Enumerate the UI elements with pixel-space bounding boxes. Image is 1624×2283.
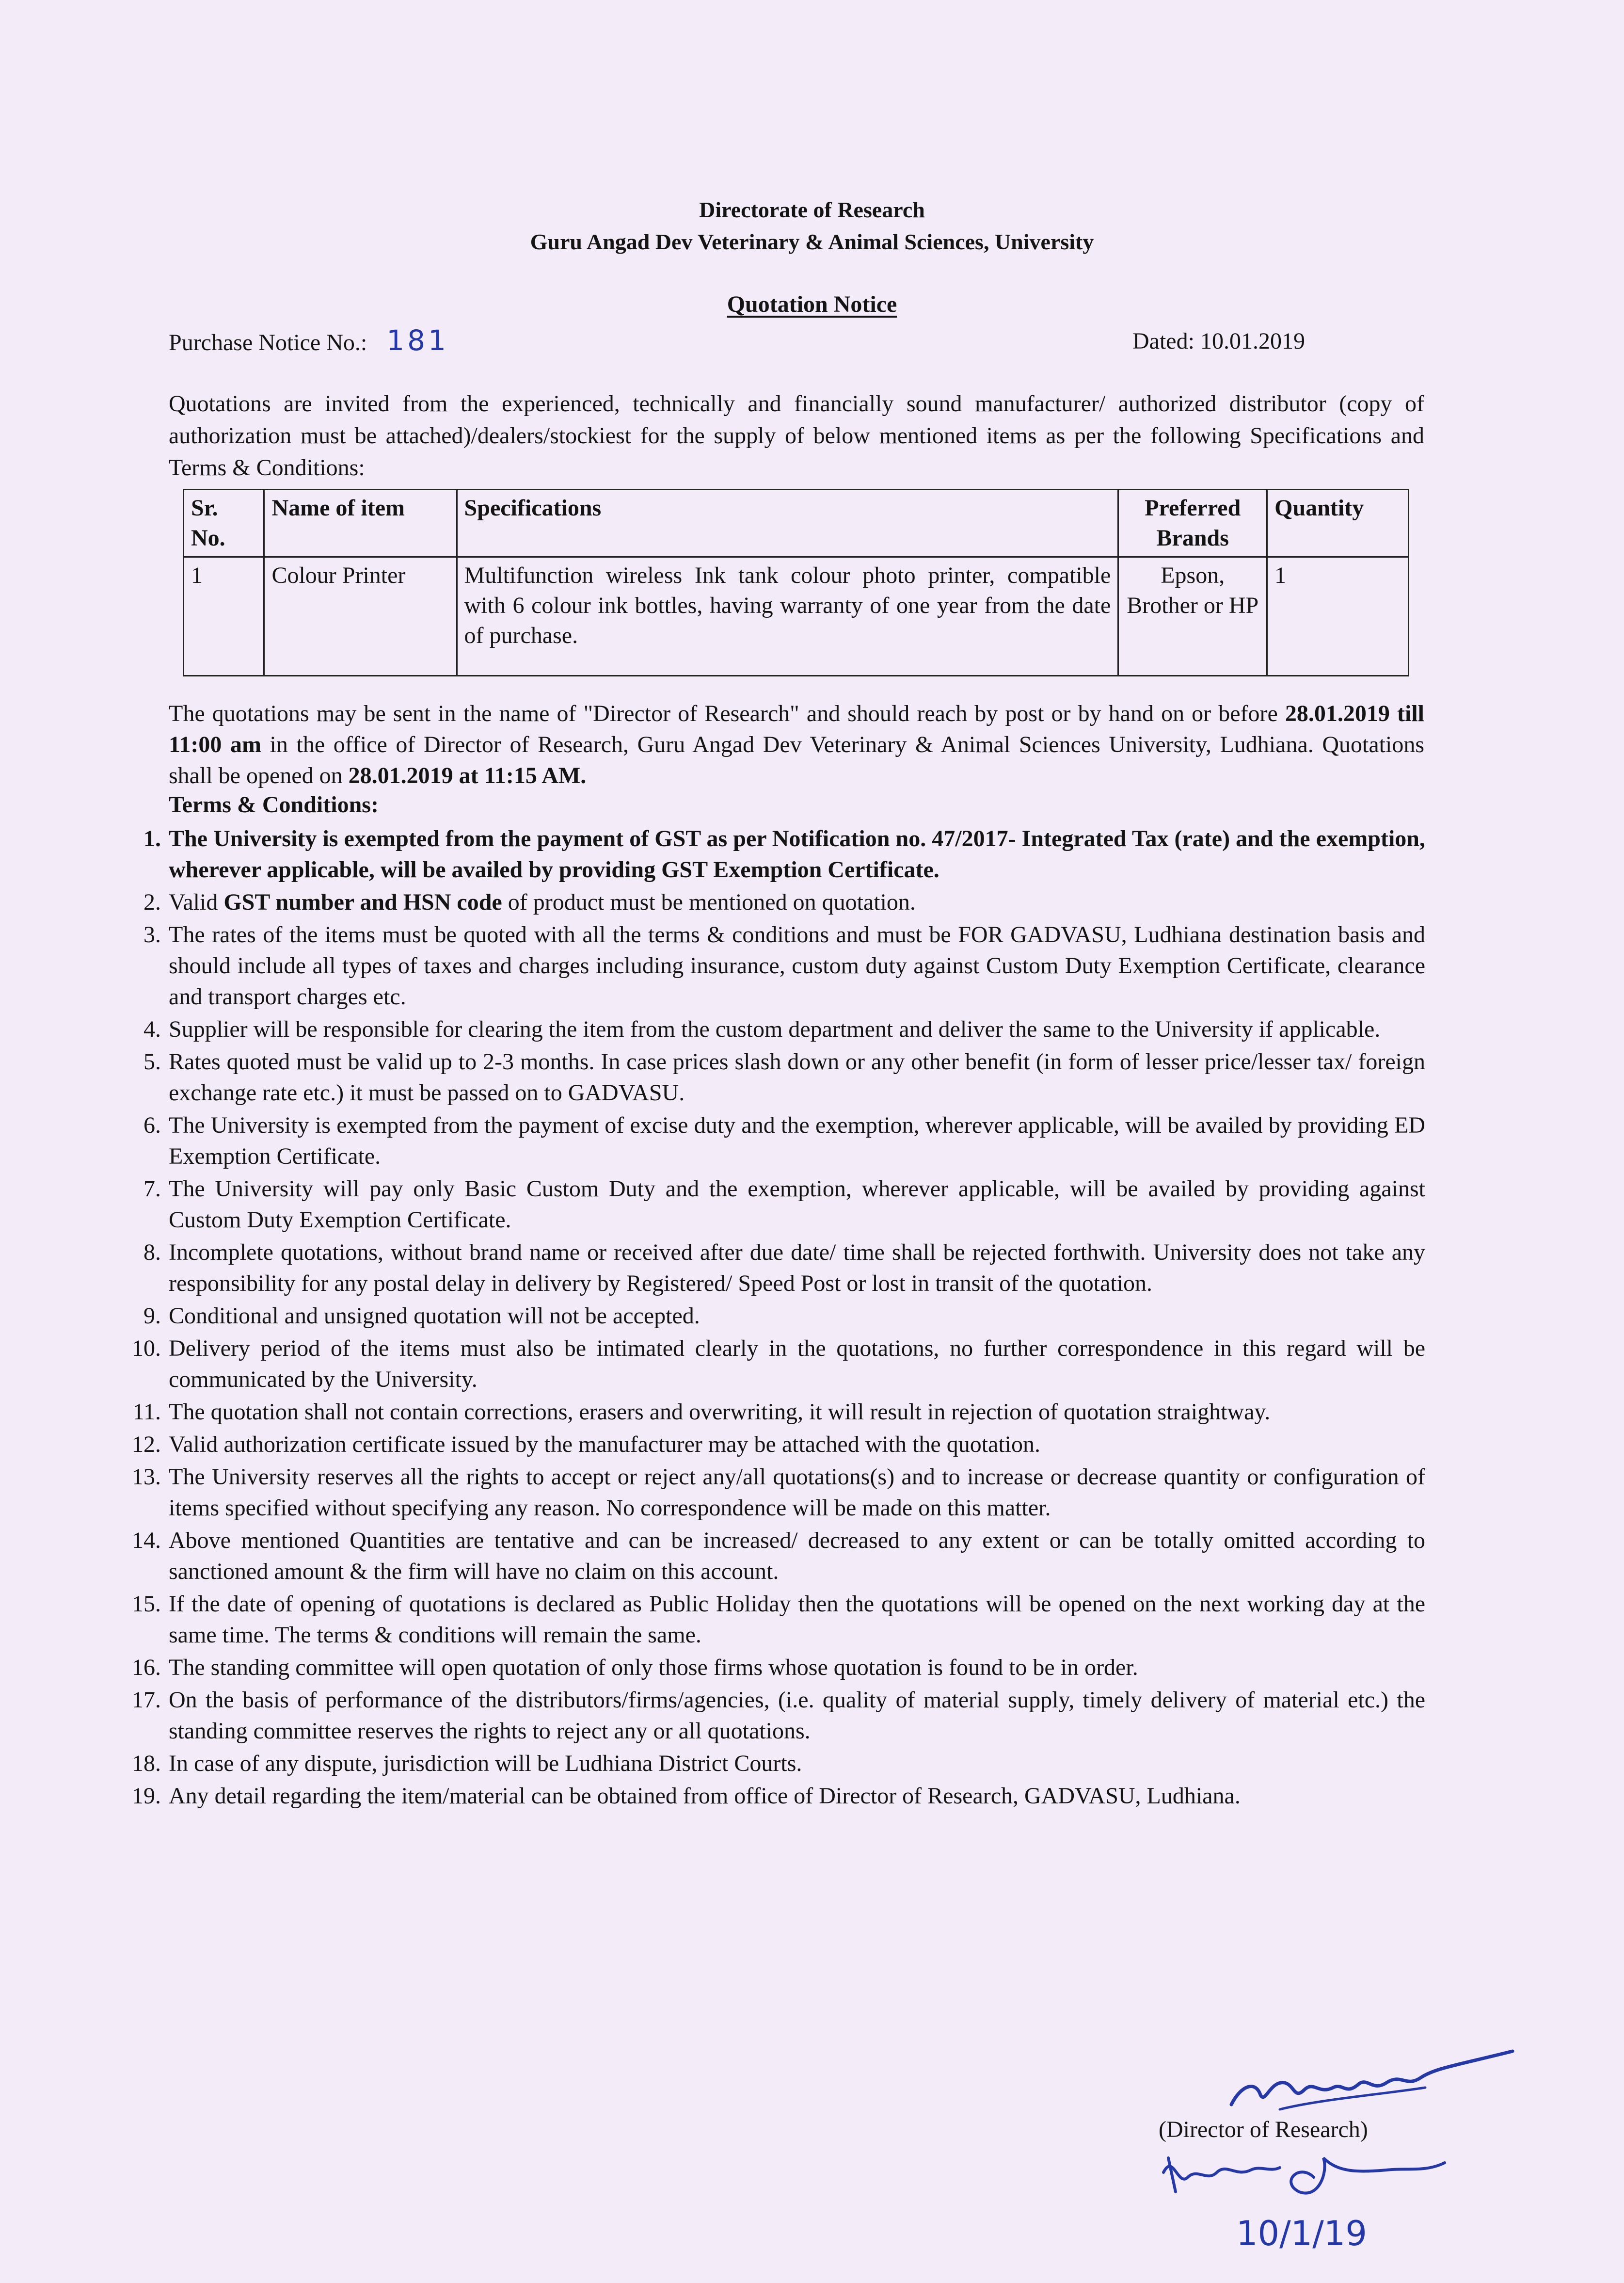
intro-paragraph: Quotations are invited from the experienced, technically and financially sound manufacturer/ authorized distributor (copy of authorization must be attached)/dealers/stockiest for the supply of below mentioned items as per the following Specifications and Terms & Conditions: bbox=[169, 391, 1424, 481]
opening-time: 28.01.2019 at 11:15 AM. bbox=[348, 763, 587, 788]
purchase-notice-label: Purchase Notice No.: bbox=[169, 330, 367, 355]
list-item: 8. Incomplete quotations, without brand name or received after due date/ time shall be rejected forthwith. University does not take any responsibility for any postal delay in delivery by Registered/ Speed Post or lost in transit of the quotation. bbox=[143, 1239, 1425, 1296]
list-item: 6. The University is exempted from the payment of excise duty and the exemption, wherever applicable, will be availed by providing ED Exemption Certificate. bbox=[143, 1112, 1425, 1169]
col-specifications: Specifications bbox=[457, 490, 1118, 557]
list-item: 12. Valid authorization certificate issued by the manufacturer may be attached with the quotation. bbox=[132, 1431, 1041, 1457]
notice-title: Quotation Notice bbox=[727, 291, 897, 317]
list-item: 14. Above mentioned Quantities are tentative and can be increased/ decreased to any extent or can be totally omitted according to sanctioned amount & the firm will have no claim on this account. bbox=[132, 1527, 1425, 1584]
org-heading: Directorate of Research bbox=[699, 197, 925, 222]
handwritten-date: 10/1/19 bbox=[1236, 2214, 1367, 2253]
signatory-title: (Director of Research) bbox=[1159, 2117, 1368, 2142]
list-item: 10. Delivery period of the items must also be intimated clearly in the quotations, no further correspondence in this regard will be communicated by the University. bbox=[132, 1335, 1425, 1392]
items-table bbox=[183, 489, 1409, 676]
terms-list bbox=[116, 823, 1425, 1813]
list-item: 5. Rates quoted must be valid up to 2-3 months. In case prices slash down or any other benefit (in form of lesser price/lesser tax/ foreign exchange rate etc.) it must be passed on to GADVASU. bbox=[143, 1049, 1425, 1106]
col-sr-no: Sr. No. bbox=[184, 490, 264, 557]
list-item: 13. The University reserves all the rights to accept or reject any/all quotations(s) and to increase or decrease quantity or configuration of items specified without specifying any reason. No correspondence will be made on this matter. bbox=[132, 1464, 1425, 1521]
list-item: 17. On the basis of performance of the distributors/firms/agencies, (i.e. quality of material supply, timely delivery of material etc.) the standing committee reserves the rights to reject any or all quotations. bbox=[132, 1687, 1425, 1744]
list-item: 19. Any detail regarding the item/material can be obtained from office of Director of Research, GADVASU, Ludhiana. bbox=[132, 1783, 1241, 1809]
director-signature bbox=[1222, 2042, 1522, 2124]
cell-qty: 1 bbox=[1267, 557, 1409, 676]
list-item: 16. The standing committee will open quotation of only those firms whose quotation is found to be in order. bbox=[132, 1655, 1138, 1680]
list-item: 4. Supplier will be responsible for clearing the item from the custom department and deliver the same to the University if applicable. bbox=[143, 1016, 1381, 1042]
list-item: 18. In case of any dispute, jurisdiction will be Ludhiana District Courts. bbox=[132, 1751, 802, 1776]
col-quantity: Quantity bbox=[1267, 490, 1409, 557]
list-item: 11. The quotation shall not contain corrections, erasers and overwriting, it will result in rejection of quotation straightway. bbox=[132, 1399, 1271, 1425]
col-item-name: Name of item bbox=[264, 490, 457, 557]
list-item: 2. Valid GST number and HSN code of product must be mentioned on quotation. bbox=[143, 889, 916, 915]
purchase-notice-number: 181 bbox=[386, 324, 449, 357]
list-item: 1. The University is exempted from the payment of GST as per Notification no. 47/2017- Integrated Tax (rate) and the exemption, wherever applicable, will be availed by providing GST Exemption Certificate. bbox=[143, 826, 1425, 883]
handwritten-initials bbox=[1154, 2143, 1454, 2260]
notice-date: Dated: 10.01.2019 bbox=[1132, 328, 1305, 354]
cell-spec: Multifunction wireless Ink tank colour photo printer, compatible with 6 colour ink bottles, having warranty of one year from the date of purchase. bbox=[457, 557, 1118, 676]
table-row bbox=[184, 557, 1409, 676]
table-header-row bbox=[184, 490, 1409, 557]
submission-deadline: 28.01.2019 till 11:00 am bbox=[169, 701, 1425, 757]
submission-paragraph: The quotations may be sent in the name of "Director of Research" and should reach by post or by hand on or before 28.01.2019 till 11:00 am in the office of Director of Research, Guru Angad Dev Veterinary & Animal Sciences University, Ludhiana. Quotations shall be opened on 28.01.2019 at 11:15 AM. bbox=[169, 701, 1425, 788]
terms-heading: Terms & Conditions: bbox=[169, 792, 379, 818]
cell-brands: Epson, Brother or HP bbox=[1118, 557, 1267, 676]
list-item: 7. The University will pay only Basic Custom Duty and the exemption, wherever applicable, will be availed by providing against Custom Duty Exemption Certificate. bbox=[143, 1176, 1425, 1233]
cell-item: Colour Printer bbox=[264, 557, 457, 676]
list-item: 9. Conditional and unsigned quotation will not be accepted. bbox=[143, 1303, 700, 1329]
list-item: 3. The rates of the items must be quoted with all the terms & conditions and must be FOR GADVASU, Ludhiana destination basis and should include all types of taxes and charges including insurance, custom duty against Custom Duty Exemption Certificate, clearance and transport charges etc. bbox=[143, 922, 1425, 1010]
university-heading: Guru Angad Dev Veterinary & Animal Sciences, University bbox=[530, 229, 1094, 254]
list-item: 15. If the date of opening of quotations is declared as Public Holiday then the quotations will be opened on the next working day at the same time. The terms & conditions will remain the same. bbox=[132, 1591, 1425, 1648]
purchase-notice-line bbox=[169, 324, 449, 357]
cell-sr: 1 bbox=[184, 557, 264, 676]
col-preferred-brands: Preferred Brands bbox=[1118, 490, 1267, 557]
